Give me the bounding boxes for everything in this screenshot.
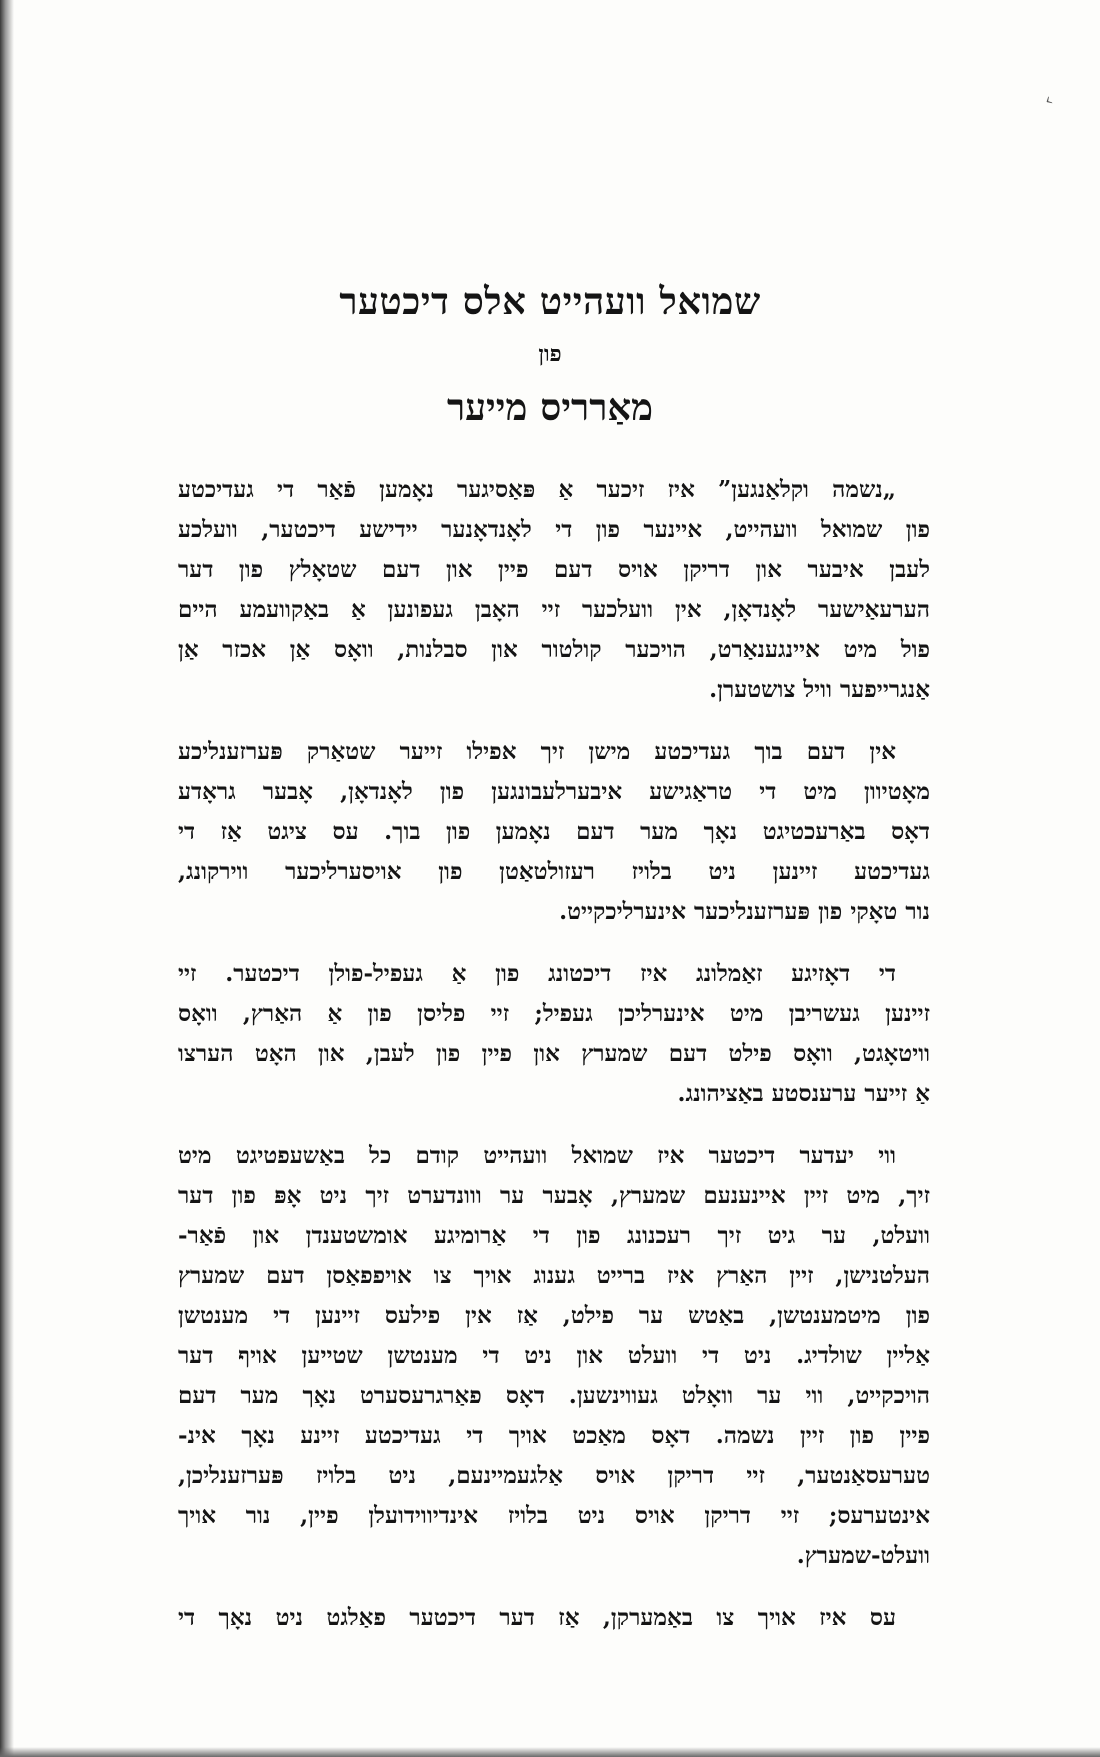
text-line: עס איז אויך צו באַמערקן, אַז דער דיכטער פאַלגט ניט נאָך די [178,1604,896,1631]
text-line: וועלט, ער גיט זיך רעכנונג פון די אַרומיגע אומשטענדן און פֿאַר- [178,1222,930,1249]
page-edge-shadow [0,0,14,1757]
text-line: וועלט-שמערץ. [796,1542,930,1569]
byline-label: פון [538,341,562,367]
author-name: מאַרריס מייער [446,385,654,429]
text-line: די דאָזיגע זאַמלונג איז דיכטונג פון אַ געפיל-פולן דיכטער. זיי [178,960,896,987]
text-line: לעבן איבער און דריקן אויס דעם פיין און דעם שטאָלץ פון דער [178,556,930,583]
text-line: אַליין שולדיג. ניט די וועלט און ניט די מענטשן שטייען אויף דער [178,1342,930,1369]
paragraph-2 [178,732,930,932]
text-line: הויכקייט, ווי ער וואָלט געווינשען. דאָס פאַרגרעסערט נאָך מער דעם [178,1382,930,1409]
text-line: פיין פון זיין נשמה. דאָס מאַכט אויך די געדיכטע זיינע נאָך אינ- [178,1422,930,1449]
text-line: פול מיט איינגענאַרט, הויכער קולטור און סבלנות, וואָס אַן אכזר אַן [178,636,930,663]
text-line: העלטנישן, זיין האַרץ איז ברייט גענוג אויך צו אויפפאַסן דעם שמערץ [178,1262,930,1289]
text-line: פון מיטמענטשן, באַטש ער פילט, אַז אין פילעס זיינען די מענטשן [178,1302,930,1329]
text-line: זיך, מיט זיין איינענעם שמערץ, אָבער ער ווונדערט זיך ניט אָפּ פון דער [178,1182,930,1209]
paragraph-1 [178,470,930,710]
text-line: זיינען געשריבן מיט אינערליכן געפיל; זיי פליסן פון אַ האַרץ, וואָס [178,1000,930,1027]
text-line: געדיכטע זיינען ניט בלויז רעזולטאַטן פון אויסערליכער ווירקונג, [178,858,930,885]
text-line: „נשמה וקלאַנגען” איז זיכער אַ פּאַסיגער נאָמען פֿאַר די געדיכטע [178,476,896,503]
article-title: שמואל וועהייט אלס דיכטער [339,279,761,323]
text-line: ווי יעדער דיכטער איז שמואל וועהייט קודם כל באַשעפטיגט מיט [178,1142,896,1169]
article-body [178,470,930,1660]
text-line: הערעאַישער לאָנדאָן, אין וועלכער זיי האָבן געפונען אַ באַקוועמע היים [178,596,930,623]
text-line: מאָטיוון מיט די טראַגישע איבערלעבונגען פון לאָנדאָן, אָבער גראָדע [178,778,930,805]
paragraph-3 [178,954,930,1114]
text-line: דאָס באַרעכטיגט נאָך מער דעם נאָמען פון בוך. עס ציגט אַז די [178,818,930,845]
paragraph-5 [178,1598,930,1638]
paragraph-4 [178,1136,930,1576]
text-line: נור טאָקי פון פּערזענליכער אינערליכקייט. [559,898,930,925]
page-bottom-shadow [0,1747,1100,1757]
text-line: אַ זייער ערענסטע באַציהונג. [677,1080,930,1107]
text-line: פון שמואל וועהייט, איינער פון די לאָנדאָנער יידישע דיכטער, וועלכע [178,516,930,543]
text-line: וויטאָגט, וואָס פילט דעם שמערץ און פיין פון לעבן, און האָט הערצו [178,1040,930,1067]
text-line: טערעסאַנטער, זיי דריקן אויס אַלגעמיינעם, ניט בלויז פּערזענליכן, [178,1462,930,1489]
text-line: אינטערעס; זיי דריקן אויס ניט בלויז אינדיווידועלן פיין, נור אויך [178,1502,930,1529]
text-line: אין דעם בוך געדיכטע מישן זיך אפילו זייער שטאַרק פּערזענליכע [178,738,896,765]
pencil-mark-icon: ‹ [1040,89,1057,112]
article-header [175,275,925,433]
text-line: אַנגרייפער וויל צושטערן. [709,676,930,703]
